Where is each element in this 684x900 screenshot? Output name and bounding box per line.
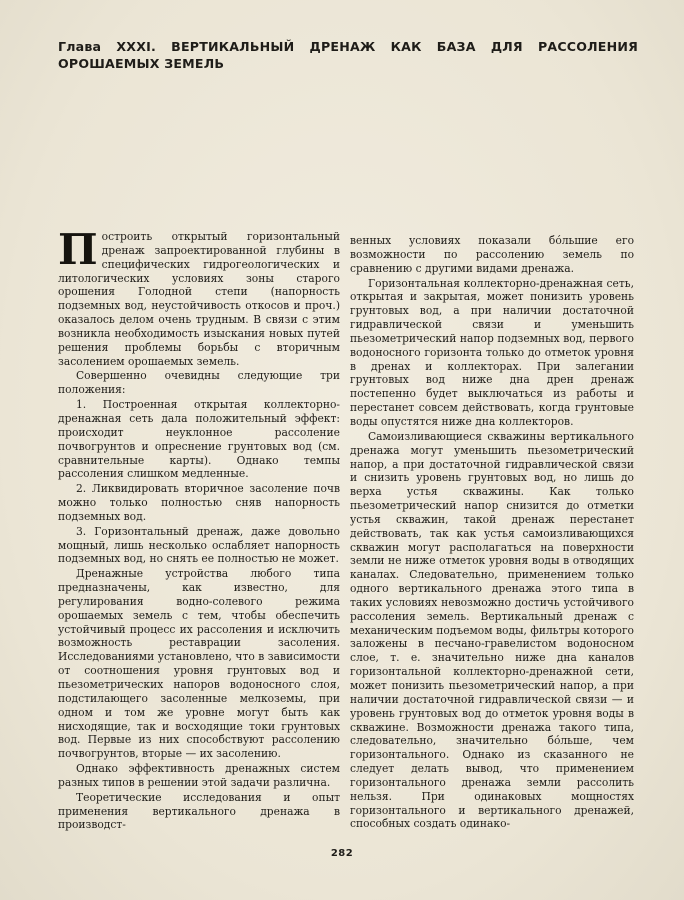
paragraph: Однако эффективность дренажных систем разных типов в решении этой задачи различна. xyxy=(58,762,340,789)
paragraph: Горизонтальная коллекторно-дренажная сеть, открытая и закрытая, может понизить уровень грунтовых вод, а при наличии достаточной гидравлической связи и уменьшить пьезометрический напор подземных вод, первого водоносного горизонта только до отметок уровня в дренах и коллекторах. При залегании грунтовых вод ниже дна дрен дренаж постепенно будет выключаться из работы и перестанет совсем действовать, когда грунтовые воды опустятся ниже дна коллекторов. xyxy=(350,276,634,428)
paragraph: Самоизливающиеся скважины вертикального дренажа могут уменьшить пьезометрический напор, а при достаточной гидравлической связи и снизить уровень грунтовых вод, но лишь до верха устья скважины. Как только пьезометрический напор снизится до отметки устья скважин, такой дренаж перестанет действовать, так как устья самоизливающихся скважин могут располагаться на поверхности земли не ниже отметок уровня воды в отводящих каналах. Следовательно, применением только одного вертикального дренажа этого типа в таких условиях невозможно достичь устойчивого рассоления земель. Вертикальный дренаж с механическим подъемом воды, фильтры которого заложены в песчано-гравелистом водоносном слое, т. е. значительно ниже дна каналов горизонтальной коллекторно-дренажной сети, может понизить пьезометрический напор, а при наличии достаточной гидравлической связи — и уровень грунтовых вод до отметок уровня воды в скважине. Возможности дренажа такого типа, следовательно, значительно бо́льше, чем горизонтального. Однако из сказанного не следует делать вывод, что применением горизонтального дренажа земли рассолить нельзя. При одинаковых мощностях горизонтального и вертикального дренажей, способных создать одинако- xyxy=(350,429,634,831)
paragraph: Теоретические исследования и опыт применения вертикального дренажа в производст- xyxy=(58,790,340,832)
paragraph: 2. Ликвидировать вторичное засоление почв можно только полностью сняв напорность подземных вод. xyxy=(58,482,340,523)
paragraph: Совершенно очевидны следующие три положения: xyxy=(58,369,340,397)
paragraph xyxy=(58,225,340,368)
paragraph: венных условиях показали бо́льшие его возможности по рассолению земель по сравнению с другими видами дренажа. xyxy=(350,234,634,275)
page-number: 282 xyxy=(330,848,354,859)
left-column xyxy=(58,225,340,832)
paragraph: Дренажные устройства любого типа предназначены, как известно, для регулирования водно-солевого режима орошаемых земель с тем, чтобы обеспечить устойчивый процесс их рассоления и исключить возможность реставрации засоления. Исследованиями установлено, что в зависимости от соотношения уровня грунтовых вод и пьезометрических напоров водоносного слоя, подстилающего засоленные мелкоземы, при одном и том же уровне могут быть как нисходящие, так и восходящие токи грунтовых вод. Первые из них способствуют рассолению почвогрунтов, вторые — их засолению. xyxy=(58,567,340,761)
drop-cap: П xyxy=(58,225,98,274)
paragraph: 1. Построенная открытая коллекторно-дренажная сеть дала положительный эффект: происходит неуклонное рассоление почвогрунтов и опреснение грунтовых вод (см. сравнительные карты). Однако темпы рассоления слишком медленные. xyxy=(58,398,340,481)
paragraph-text: остроить открытый горизонтальный дренаж запроектированной глубины в специфических гидрогеологических и литологических условиях зоны старого орошения Голодной степи (напорность подземных вод, неустойчивость откосов и проч.) оказалось делом очень трудным. В связи с этим возникла необходимость изыскания новых путей решения проблемы борьбы с вторичным засолением орошаемых земель. xyxy=(58,230,340,368)
right-column xyxy=(350,234,634,831)
paragraph: 3. Горизонтальный дренаж, даже довольно мощный, лишь несколько ослабляет напорность подземных вод, но снять ее полностью не может. xyxy=(58,524,340,566)
chapter-title: Глава XXXI. ВЕРТИКАЛЬНЫЙ ДРЕНАЖ КАК БАЗА ДЛЯ РАССОЛЕНИЯ ОРОШАЕМЫХ ЗЕМЕЛЬ xyxy=(58,39,638,71)
